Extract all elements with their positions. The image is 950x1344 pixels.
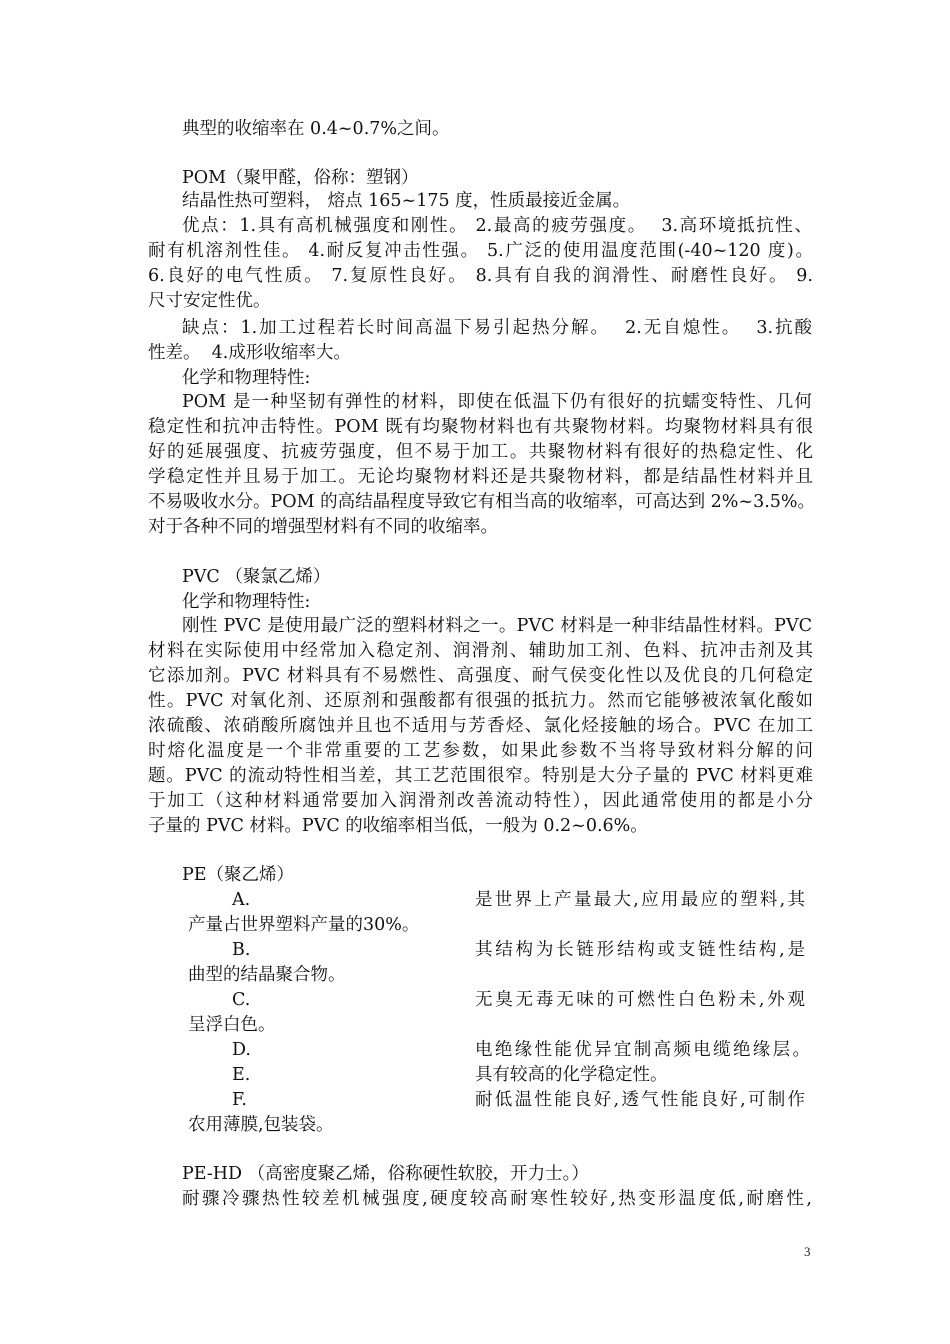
pvc-props-line: 时熔化温度是一个非常重要的工艺参数，如果此参数不当将导致材料分解的问	[148, 741, 813, 761]
pvc-props-line: 子量的 PVC 材料。PVC 的收缩率相当低，一般为 0.2~0.6%。	[148, 816, 648, 836]
intro-line: 典型的收缩率在 0.4~0.7%之间。	[182, 119, 450, 139]
pom-props-heading: 化学和物理特性:	[182, 368, 311, 388]
pe-item-text: 无臭无毒无味的可燃性白色粉未,外观	[475, 990, 805, 1010]
pvc-props-line: 题。PVC 的流动特性相当差，其工艺范围很窄。特别是大分子量的 PVC 材料更难	[148, 766, 813, 786]
pe-item-cont: 曲型的结晶聚合物。	[188, 965, 346, 985]
pom-props-line: 学稳定性并且易于加工。无论均聚物材料还是共聚物材料，都是结晶性材料并且	[148, 467, 813, 487]
pe-item-text: 电绝缘性能优异宜制高频电缆绝缘层。	[475, 1040, 810, 1060]
pe-item-text: 耐低温性能良好,透气性能良好,可制作	[475, 1090, 805, 1110]
page-number: 3	[804, 1244, 811, 1259]
pvc-props-heading: 化学和物理特性:	[182, 592, 311, 612]
pe-item-letter: C.	[232, 990, 251, 1010]
pe-item-text: 其结构为长链形结构或支链性结构,是	[475, 940, 805, 960]
pom-advantages-line: 耐有机溶剂性佳。 4.耐反复冲击性强。 5.广泛的使用温度范围(-40~120 度)。	[148, 241, 813, 261]
pvc-props-line: 材料在实际使用中经常加入稳定剂、润滑剂、辅助加工剂、色料、抗冲击剂及其	[148, 641, 813, 661]
pom-props-line: 好的延展强度、抗疲劳强度，但不易于加工。共聚物材料有很好的热稳定性、化	[148, 442, 813, 462]
pvc-heading: PVC （聚氯乙烯）	[182, 567, 331, 587]
pe-item-cont: 农用薄膜,包装袋。	[188, 1115, 334, 1135]
pom-advantages-line: 6.良好的电气性质。 7.复原性良好。 8.具有自我的润滑性、耐磨性良好。 9.	[148, 266, 813, 286]
pvc-props-line: 性。PVC 对氧化剂、还原剂和强酸都有很强的抵抗力。然而它能够被浓氧化酸如	[148, 691, 813, 711]
pe-item-letter: E.	[232, 1065, 251, 1085]
pom-props-line: 对于各种不同的增强型材料有不同的收缩率。	[148, 517, 498, 537]
pe-item-cont: 产量占世界塑料产量的30%。	[188, 915, 420, 935]
pehd-line: 耐骤冷骤热性较差机械强度,硬度较高耐寒性较好,热变形温度低,耐磨性,	[182, 1189, 812, 1209]
pom-props-line: 稳定性和抗冲击特性。POM 既有均聚物材料也有共聚物材料。均聚物材料具有很	[148, 417, 813, 437]
pom-disadvantages-line: 缺点：1.加工过程若长时间高温下易引起热分解。 2.无自熄性。 3.抗酸	[182, 318, 812, 338]
pe-item-cont: 呈浮白色。	[188, 1015, 276, 1035]
pom-advantages-line: 尺寸安定性优。	[148, 291, 271, 311]
pe-item-letter: F.	[232, 1090, 247, 1110]
pom-props-line: POM 是一种坚韧有弹性的材料，即使在低温下仍有很好的抗蠕变特性、几何	[182, 392, 812, 412]
pehd-heading: PE-HD （高密度聚乙烯，俗称硬性软胶，开力士。）	[182, 1164, 589, 1184]
pvc-props-line: 它添加剂。PVC 材料具有不易燃性、高强度、耐气侯变化性以及优良的几何稳定	[148, 666, 813, 686]
pom-subtitle: 结晶性热可塑料， 熔点 165~175 度，性质最接近金属。	[182, 191, 631, 211]
pe-item-letter: D.	[232, 1040, 251, 1060]
pe-item-text: 是世界上产量最大,应用最应的塑料,其	[475, 890, 805, 910]
pom-heading: POM（聚甲醛，俗称：塑钢）	[182, 168, 419, 188]
pe-item-letter: A.	[232, 890, 251, 910]
pe-item-text: 具有较高的化学稳定性。	[475, 1065, 668, 1085]
pom-disadvantages-line: 性差。 4.成形收缩率大。	[148, 343, 351, 363]
pvc-props-line: 于加工（这种材料通常要加入润滑剂改善流动特性），因此通常使用的都是小分	[148, 791, 813, 811]
pe-item-letter: B.	[232, 940, 251, 960]
pom-props-line: 不易吸收水分。POM 的高结晶程度导致它有相当高的收缩率，可高达到 2%~3.5%。	[148, 492, 816, 512]
pe-heading: PE（聚乙烯）	[182, 865, 295, 885]
pom-advantages-line: 优点：1.具有高机械强度和刚性。 2.最高的疲劳强度。 3.高环境抵抗性、	[182, 216, 812, 236]
pvc-props-line: 浓硫酸、浓硝酸所腐蚀并且也不适用与芳香烃、氯化烃接触的场合。PVC 在加工	[148, 716, 813, 736]
pvc-props-line: 刚性 PVC 是使用最广泛的塑料材料之一。PVC 材料是一种非结晶性材料。PVC	[182, 616, 812, 636]
